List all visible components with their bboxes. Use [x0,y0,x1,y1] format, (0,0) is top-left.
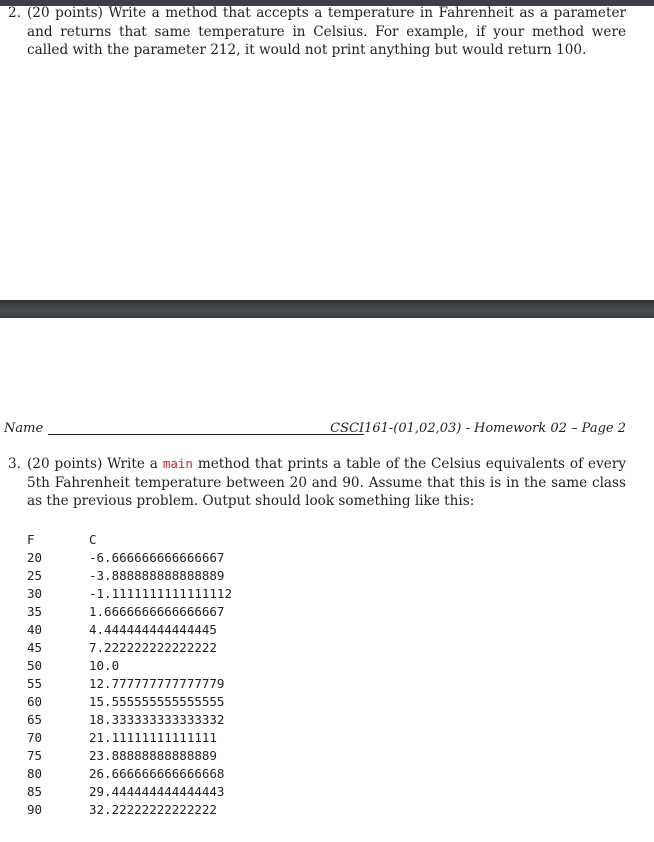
fahrenheit-cell: 90 [27,802,43,817]
problem-2-text: (20 points) Write a method that accepts a temperature in Fahrenheit as a parameter and returns that same temperature in Celsius. For example, if your method were called with the parameter 212, it would not print anything but would return 100. [27,5,626,58]
celsius-cell: 4.444444444444445 [89,622,217,637]
fahrenheit-cell: 35 [27,604,43,619]
course-info: CSCI161-(01,02,03) - Homework 02 – Page 2 [330,421,626,436]
celsius-cell: 21.11111111111111 [89,730,217,745]
celsius-cell: 23.88888888888889 [89,748,217,763]
celsius-cell: -1.1111111111111112 [89,586,232,601]
table-row [27,639,232,657]
celsius-cell: 26.666666666666668 [89,766,225,781]
celsius-cell: 18.333333333333332 [89,712,225,727]
table-row [27,801,232,819]
celsius-cell: 1.6666666666666667 [89,604,225,619]
table-row [27,729,232,747]
problem-3-text-before: (20 points) Write a [27,456,163,472]
page-header [4,421,626,439]
table-row [27,567,232,585]
name-line [48,434,364,435]
problem-3-number: 3. [8,456,21,472]
table-row [27,621,232,639]
fahrenheit-cell: 25 [27,568,43,583]
table-row [27,585,232,603]
table-row [27,603,232,621]
celsius-cell: -6.666666666666667 [89,550,225,565]
fahrenheit-cell: 80 [27,766,43,781]
table-row [27,549,232,567]
celsius-cell: 7.222222222222222 [89,640,217,655]
table-row [27,783,232,801]
table-row [27,657,232,675]
celsius-cell: 10.0 [89,658,120,673]
header-c: C [89,532,97,547]
celsius-cell: 15.555555555555555 [89,694,225,709]
fahrenheit-cell: 45 [27,640,43,655]
fahrenheit-cell: 20 [27,550,43,565]
problem-2-number: 2. [8,5,21,21]
fahrenheit-cell: 60 [27,694,43,709]
table-row [27,765,232,783]
table-row [27,693,232,711]
name-label: Name [4,421,44,436]
table-row [27,747,232,765]
fahrenheit-cell: 40 [27,622,43,637]
main-code-word: main [162,456,193,471]
celsius-cell: -3.888888888888889 [89,568,225,583]
fahrenheit-cell: 70 [27,730,43,745]
problem-3 [8,455,626,511]
fahrenheit-cell: 50 [27,658,43,673]
table-row [27,711,232,729]
problem-3-text [27,455,626,511]
table-row [27,675,232,693]
fahrenheit-cell: 30 [27,586,43,601]
page-separator [0,300,654,318]
fahrenheit-cell: 75 [27,748,43,763]
problem-3-text-after: method that prints a table of the Celsius equivalents of every 5th Fahrenheit temperature between 20 and 90. Assume that this is in the same class as the previous problem. Output should look something like this: [27,456,627,509]
header-f: F [27,532,35,547]
celsius-cell: 12.777777777777779 [89,676,225,691]
fahrenheit-cell: 55 [27,676,43,691]
output-table [27,531,232,819]
fahrenheit-cell: 65 [27,712,43,727]
celsius-cell: 29.444444444444443 [89,784,225,799]
problem-2 [8,4,626,60]
celsius-cell: 32.22222222222222 [89,802,217,817]
table-header-row [27,531,232,549]
fahrenheit-cell: 85 [27,784,43,799]
